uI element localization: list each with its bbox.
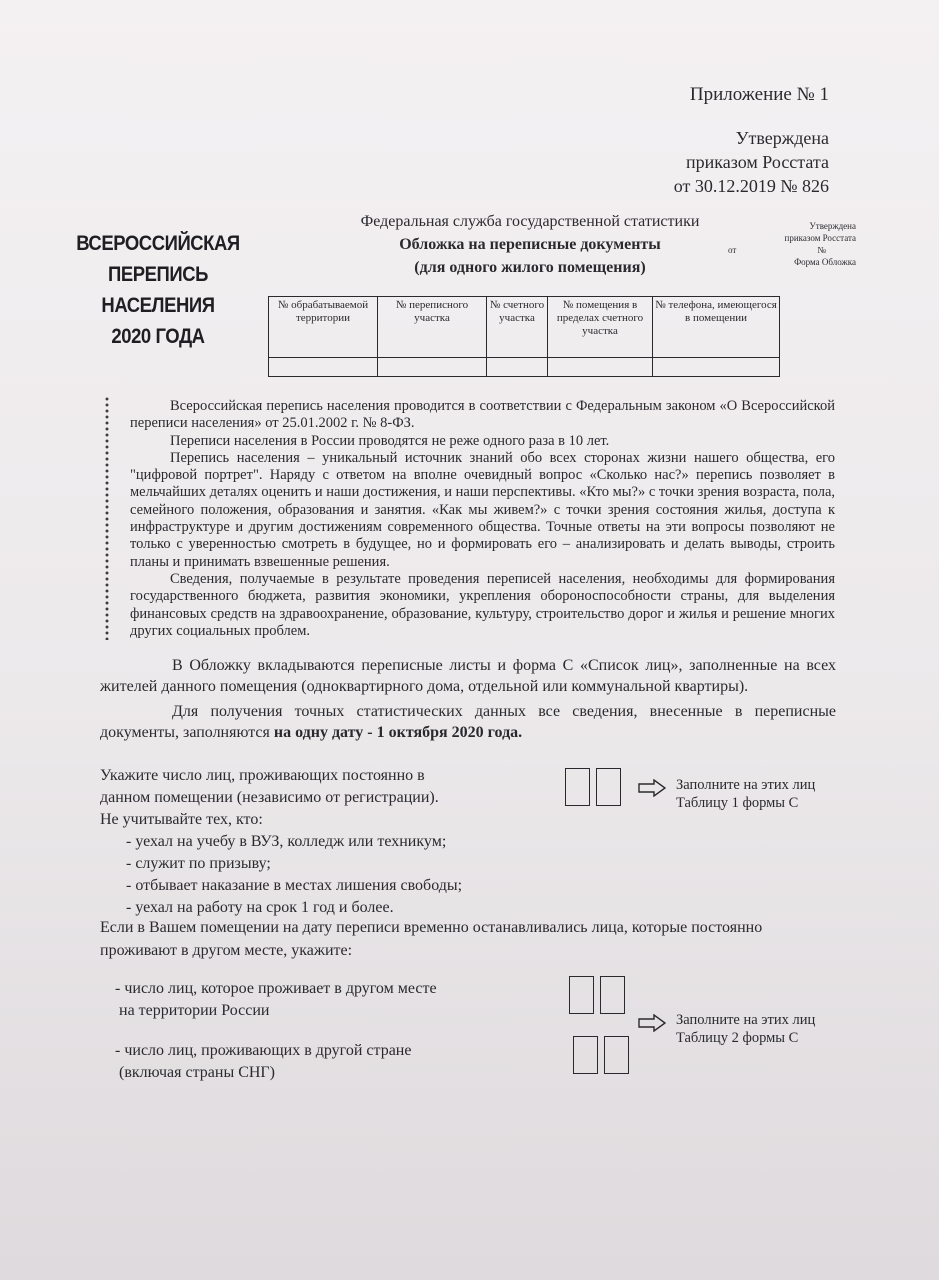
- form-subtitle: (для одного жилого помещения): [414, 259, 646, 276]
- q2-item-russia: [115, 978, 495, 1022]
- q1-line-2: данном помещении (независимо от регистрации).: [100, 789, 439, 806]
- approval-line-1: Утверждена: [735, 128, 829, 148]
- q1-note-line-2: Таблицу 1 формы С: [676, 795, 799, 811]
- q1-line-1: Укажите число лиц, проживающих постоянно в: [100, 767, 425, 784]
- q2-abroad-digit-box-1[interactable]: [573, 1036, 598, 1074]
- codes-table-header-row: [269, 297, 780, 358]
- codes-header-premises: № помещения в пределах счетного участка: [548, 297, 653, 358]
- q2-russia-digit-box-1[interactable]: [569, 976, 594, 1014]
- q2-item-abroad-line-2: (включая страны СНГ): [119, 1064, 275, 1081]
- q1-exclusion-item: - уехал на учебу в ВУЗ, колледж или техникум;: [126, 833, 447, 850]
- q2-russia-count-boxes: [569, 976, 625, 1014]
- q1-exclusion-item: - уехал на работу на срок 1 год и более.: [126, 899, 394, 916]
- q1-digit-box-1[interactable]: [565, 768, 590, 806]
- census-title-line-1: ВСЕРОССИЙСКАЯ: [76, 232, 240, 255]
- q2-note-line-2: Таблицу 2 формы С: [676, 1030, 799, 1046]
- q1-note-line-1: Заполните на этих лиц: [676, 777, 816, 793]
- q2-item-abroad: [115, 1040, 495, 1084]
- instructions-text: [100, 655, 836, 747]
- census-title-line-4: 2020 ГОДА: [111, 325, 205, 348]
- question-permanent-residents: [100, 765, 530, 919]
- codes-table: [268, 296, 780, 377]
- q2-item-abroad-line-1: - число лиц, проживающих в другой стране: [115, 1042, 412, 1059]
- census-title: [70, 228, 246, 352]
- intro-text: [130, 398, 835, 640]
- q2-items: [115, 978, 495, 1102]
- codes-header-census-district: № переписного участка: [378, 297, 487, 358]
- census-title-line-2: ПЕРЕПИСЬ: [108, 263, 208, 286]
- question-temporary-residents: Если в Вашем помещении на дату переписи временно останавливались лица, которые постоянно проживают в другом месте, укажите:: [100, 919, 763, 959]
- codes-cell-phone[interactable]: [653, 358, 780, 377]
- stamp-number-label: №: [817, 245, 826, 255]
- agency-name: Федеральная служба государственной статистики: [360, 213, 700, 230]
- q1-count-boxes: [565, 768, 621, 806]
- approval-line-3: от 30.12.2019 № 826: [673, 176, 829, 196]
- codes-cell-counting-district[interactable]: [487, 358, 548, 377]
- q2-abroad-count-boxes: [573, 1036, 629, 1074]
- q1-note: [676, 776, 815, 812]
- codes-table-entry-row: [269, 358, 780, 377]
- appendix-label: Приложение № 1: [689, 84, 829, 105]
- arrow-right-icon: [638, 1014, 666, 1032]
- q2-abroad-digit-box-2[interactable]: [604, 1036, 629, 1074]
- intro-paragraph-1: Всероссийская перепись населения проводится в соответствии с Федеральным законом «О Всероссийской переписи населения» от 25.01.2002 г. № 8-ФЗ.: [130, 398, 835, 432]
- stamp-line-1: Утверждена: [809, 221, 856, 231]
- q1-exclusion-item: - служит по призыву;: [126, 855, 271, 872]
- stamp-date-label: от: [728, 245, 737, 255]
- intro-paragraph-4: Сведения, получаемые в результате проведения переписей населения, необходимы для формирования государственного бюджета, развития экономики, укрепления обороноспособности страны, для выделения финансовых средств на здравоохранение, образование, культуру, строительство дорог и жилья и решение многих других социальных проблем.: [130, 570, 835, 639]
- stamp-line-4: Форма Обложка: [794, 257, 856, 267]
- codes-cell-premises[interactable]: [548, 358, 653, 377]
- intro-paragraph-3: Перепись населения – уникальный источник знаний обо всех сторонах жизни нашего общества, его "цифровой портрет". Наряду с ответом на вполне очевидный вопрос «Сколько нас?» перепись позволяет в мельчайших деталях оценить и наши достижения, и наши перспективы. «Кто мы?» с точки зрения возраста, пола, семейного положения, образования и занятия. «Как мы живем?» с точки зрения состояния жилья, доступа к инфраструктуре и другим достижениям современного общества. Точные ответы на эти вопросы позволяют не только с уверенностью смотреть в будущее, но и формировать его – анализировать и делать выводы, строить планы и принимать взвешенные решения.: [130, 449, 836, 570]
- instructions-paragraph-2: [100, 701, 836, 743]
- q2-note-line-1: Заполните на этих лиц: [676, 1012, 816, 1028]
- decorative-border: [104, 396, 110, 640]
- census-date-emphasis: на одну дату - 1 октября 2020 года.: [273, 724, 523, 741]
- instructions-paragraph-2-text: Для получения точных статистических данных все сведения, внесенные в переписные документы, заполняются: [100, 703, 836, 741]
- arrow-right-icon: [638, 779, 666, 797]
- q1-exclusion-item: - отбывает наказание в местах лишения свободы;: [126, 877, 463, 894]
- codes-cell-territory[interactable]: [269, 358, 378, 377]
- codes-cell-census-district[interactable]: [378, 358, 487, 377]
- q2-item-russia-line-2: на территории России: [119, 1002, 270, 1019]
- codes-header-counting-district: № счетного участка: [487, 297, 548, 358]
- codes-header-territory: № обрабатываемой территории: [269, 297, 378, 358]
- form-title: Обложка на переписные документы: [399, 236, 661, 253]
- q2-item-russia-line-1: - число лиц, которое проживает в другом месте: [115, 980, 437, 997]
- q1-digit-box-2[interactable]: [596, 768, 621, 806]
- approval-line-2: приказом Росстата: [686, 152, 829, 172]
- census-title-line-3: НАСЕЛЕНИЯ: [101, 294, 215, 317]
- approval-block: [589, 126, 829, 198]
- q2-note: [676, 1011, 815, 1047]
- instructions-paragraph-1: В Обложку вкладываются переписные листы и форма С «Список лиц», заполненные на всех жителей данного помещения (одноквартирного дома, отдельной или коммунальной квартиры).: [100, 657, 836, 695]
- codes-header-phone: № телефона, имеющегося в помещении: [653, 297, 780, 358]
- form-stamp: [726, 220, 856, 268]
- stamp-line-3: [726, 244, 856, 256]
- q1-line-3: Не учитывайте тех, кто:: [100, 811, 263, 828]
- q2-russia-digit-box-2[interactable]: [600, 976, 625, 1014]
- agency-header: [300, 210, 760, 279]
- intro-paragraph-2: Переписи населения в России проводятся не реже одного раза в 10 лет.: [170, 432, 610, 449]
- stamp-line-2: приказом Росстата: [784, 233, 856, 243]
